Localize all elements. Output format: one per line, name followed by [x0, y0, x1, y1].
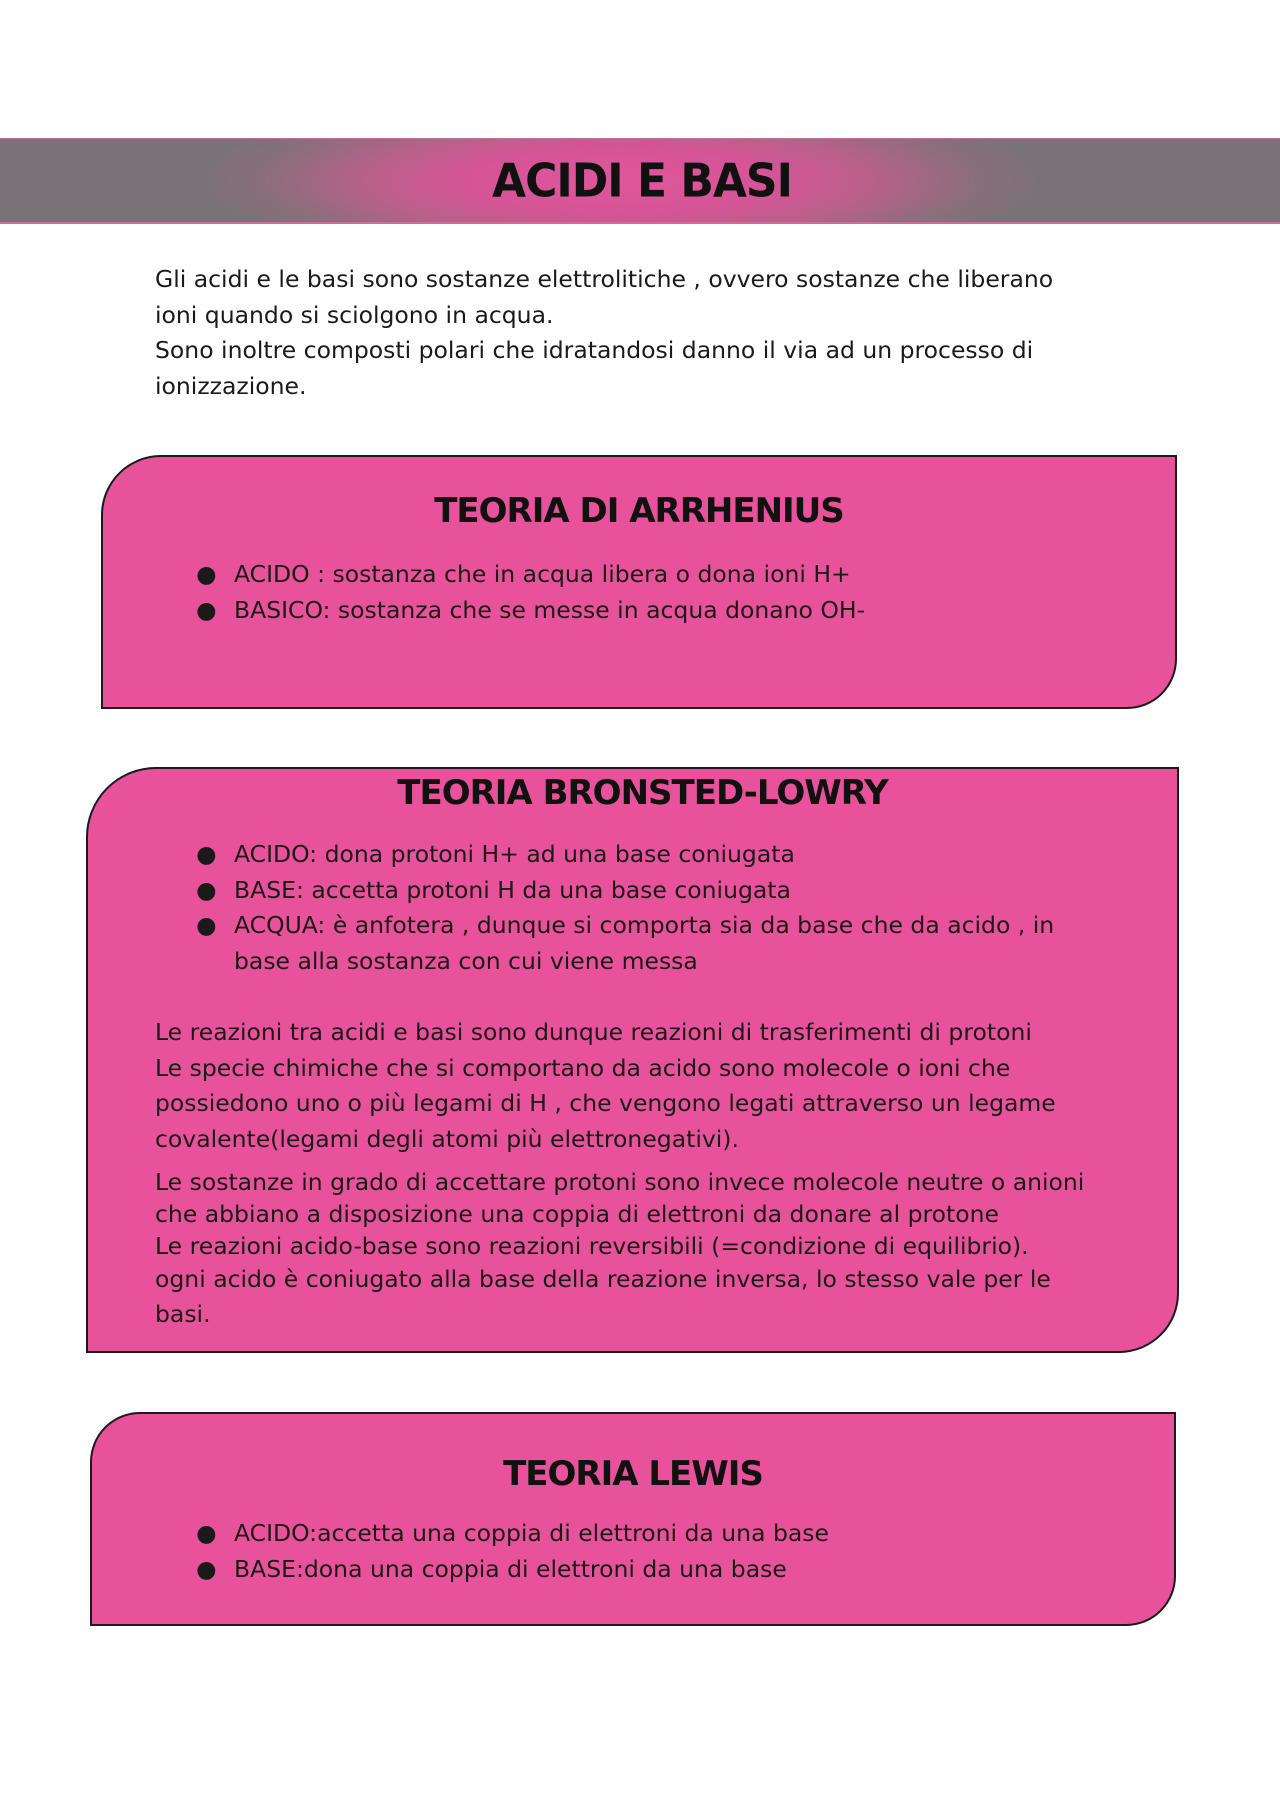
- bronsted-lowry-title: TEORIA BRONSTED-LOWRY: [397, 773, 888, 813]
- bronsted-lowry-card: [86, 767, 1179, 1353]
- intro-line: ionizzazione.: [155, 371, 307, 400]
- bullet-icon: ●: [196, 560, 217, 588]
- intro-line: Sono inoltre composti polari che idratandosi danno il via ad un processo di: [155, 336, 1034, 364]
- page-title: ACIDI E BASI: [492, 154, 792, 209]
- intro-line: Gli acidi e le basi sono sostanze elettrolitiche , ovvero sostanze che liberano: [155, 265, 1054, 293]
- list-item: ● ACIDO:accetta una coppia di elettroni da una base: [196, 1516, 829, 1552]
- list-item: ● BASE: accetta protoni H da una base coniugata: [196, 873, 1054, 909]
- arrhenius-title: TEORIA DI ARRHENIUS: [434, 491, 844, 531]
- arrhenius-card: [101, 455, 1177, 709]
- bronsted-paragraph-2: Le sostanze in grado di accettare protoni sono invece molecole neutre o anioni che abbiano a disposizione una coppia di elettroni da donare al protone Le reazioni acido-base sono reazioni reversibili (=condizione di equilibrio). ogni acido è coniugato alla base della reazione inversa, lo stesso vale per le basi.: [155, 1168, 1085, 1328]
- list-item: ● ACQUA: è anfotera , dunque si comporta sia da base che da acido , in: [196, 908, 1054, 944]
- bullet-icon: ●: [196, 840, 217, 868]
- list-item: base alla sostanza con cui viene messa: [234, 946, 698, 975]
- list-item: ● BASICO: sostanza che se messe in acqua donano OH-: [196, 593, 865, 629]
- bullet-icon: ●: [196, 911, 217, 939]
- list-item: ● ACIDO: dona protoni H+ ad una base coniugata: [196, 837, 1054, 873]
- bullet-icon: ●: [196, 1554, 217, 1583]
- bronsted-bullet-list: [196, 837, 1054, 979]
- list-item: ● ACIDO : sostanza che in acqua libera o dona ioni H+: [196, 557, 865, 593]
- intro-paragraph: [155, 262, 1115, 404]
- bronsted-paragraph-1: Le reazioni tra acidi e basi sono dunque reazioni di trasferimenti di protoni Le specie chimiche che si comportano da acido sono molecole o ioni che possiedono uno o più legami di H , che vengono legati attraverso un legame covalente(legami degli atomi più elettronegativi).: [155, 1018, 1056, 1153]
- lewis-title: TEORIA LEWIS: [503, 1454, 763, 1494]
- bullet-icon: ●: [196, 595, 217, 624]
- lewis-bullet-list: [196, 1516, 829, 1587]
- lewis-card: [90, 1412, 1176, 1626]
- list-item: ● BASE:dona una coppia di elettroni da una base: [196, 1552, 829, 1588]
- intro-line: ioni quando si sciolgono in acqua.: [155, 300, 554, 329]
- bullet-icon: ●: [196, 1519, 217, 1547]
- arrhenius-bullet-list: [196, 557, 865, 628]
- bullet-icon: ●: [196, 875, 217, 904]
- title-banner: [0, 138, 1280, 224]
